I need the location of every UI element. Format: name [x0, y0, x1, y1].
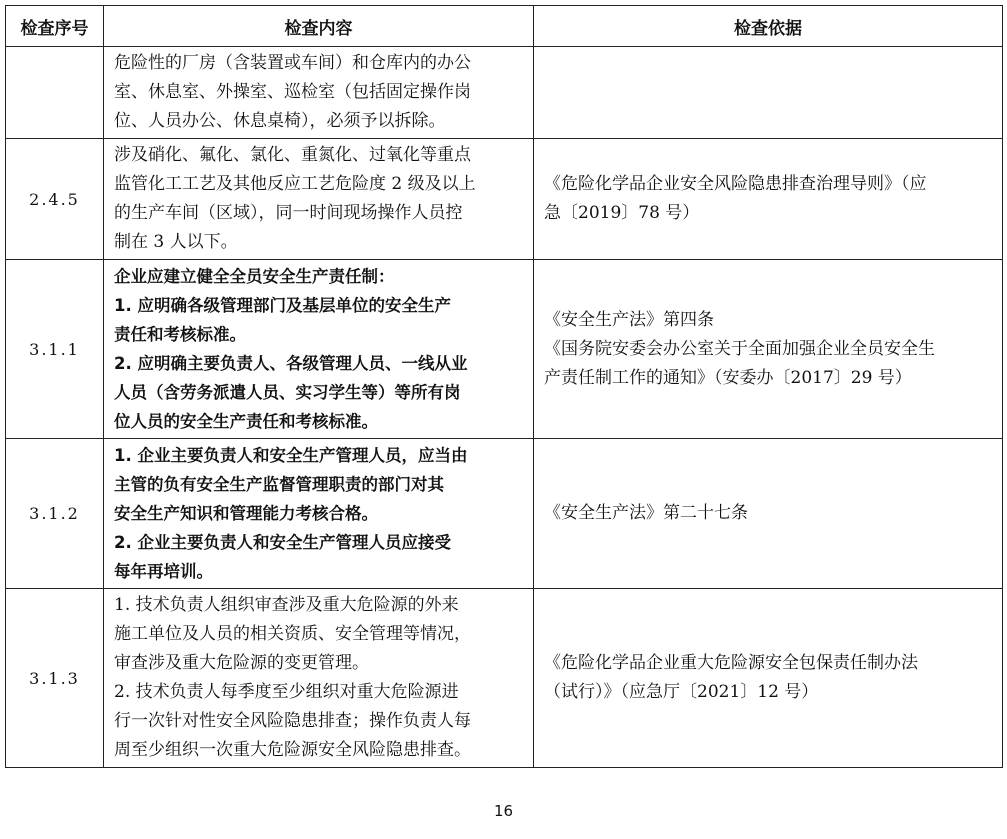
content-line: 责任和考核标准。 — [114, 325, 246, 344]
basis-line: 《国务院安委会办公室关于全面加强企业全员安全生 — [544, 338, 935, 359]
check-basis — [534, 47, 1003, 139]
content-line: 涉及硝化、氟化、氯化、重氮化、过氧化等重点 — [114, 145, 471, 165]
content-line: 1. 应明确各级管理部门及基层单位的安全生产 — [114, 296, 451, 315]
basis-line: 《危险化学品企业重大危险源安全包保责任制办法 — [544, 653, 918, 673]
content-line: 行一次针对性安全风险隐患排查；操作负责人每 — [114, 711, 471, 731]
content-line: 2. 应明确主要负责人、各级管理人员、一线从业 — [114, 354, 468, 373]
basis-line: 《安全生产法》第四条 — [544, 309, 714, 330]
check-number: 3.1.3 — [6, 589, 104, 768]
basis-line: 《危险化学品企业安全风险隐患排查治理导则》（应 — [544, 174, 927, 194]
header-basis: 检查依据 — [534, 6, 1003, 47]
check-content — [104, 47, 534, 139]
content-line: 的生产车间（区域），同一时间现场操作人员控 — [114, 203, 463, 223]
basis-line: 《安全生产法》第二十七条 — [544, 503, 748, 523]
content-line: 制在 3 人以下。 — [114, 232, 238, 252]
basis-line: 急〔2019〕78 号） — [544, 203, 700, 223]
check-basis — [534, 589, 1003, 768]
content-line: 企业应建立健全全员安全生产责任制： — [114, 267, 395, 286]
check-basis — [534, 439, 1003, 589]
table-row — [6, 439, 1003, 589]
header-content: 检查内容 — [104, 6, 534, 47]
table-header-row — [6, 6, 1003, 47]
basis-line: 产责任制工作的通知》（安委办〔2017〕29 号） — [544, 367, 912, 388]
page-number: 16 — [493, 802, 514, 820]
check-content — [104, 139, 534, 260]
check-number: 2.4.5 — [6, 139, 104, 260]
content-line: 位人员的安全生产责任和考核标准。 — [114, 412, 378, 431]
content-line: 位、人员办公、休息桌椅），必须予以拆除。 — [114, 111, 446, 131]
check-basis — [534, 260, 1003, 439]
content-line: 监管化工工艺及其他反应工艺危险度 2 级及以上 — [114, 174, 476, 194]
content-line: 室、休息室、外操室、巡检室（包括固定操作岗 — [114, 82, 471, 102]
content-line: 周至少组织一次重大危险源安全风险隐患排查。 — [114, 740, 471, 760]
content-line: 安全生产知识和管理能力考核合格。 — [114, 504, 378, 523]
check-number — [6, 47, 104, 139]
content-line: 2. 企业主要负责人和安全生产管理人员应接受 — [114, 533, 451, 552]
content-line: 1. 技术负责人组织审查涉及重大危险源的外来 — [114, 595, 459, 615]
content-line: 施工单位及人员的相关资质、安全管理等情况， — [114, 624, 471, 644]
content-line: 人员（含劳务派遣人员、实习学生等）等所有岗 — [114, 383, 461, 402]
table-row — [6, 47, 1003, 139]
content-line: 每年再培训。 — [114, 562, 213, 581]
basis-line: （试行）》（应急厅〔2021〕12 号） — [544, 682, 819, 702]
header-number: 检查序号 — [6, 6, 104, 47]
check-basis — [534, 139, 1003, 260]
content-line: 1. 企业主要负责人和安全生产管理人员，应当由 — [114, 446, 468, 465]
table-row — [6, 589, 1003, 768]
inspection-table — [5, 5, 1003, 768]
content-line: 危险性的厂房（含装置或车间）和仓库内的办公 — [114, 53, 471, 73]
check-number: 3.1.2 — [6, 439, 104, 589]
check-content — [104, 439, 534, 589]
table-row — [6, 260, 1003, 439]
content-line: 审查涉及重大危险源的变更管理。 — [114, 653, 369, 673]
check-content — [104, 260, 534, 439]
table-row — [6, 139, 1003, 260]
content-line: 2. 技术负责人每季度至少组织对重大危险源进 — [114, 682, 459, 702]
check-number: 3.1.1 — [6, 260, 104, 439]
check-content — [104, 589, 534, 768]
content-line: 主管的负有安全生产监督管理职责的部门对其 — [114, 475, 444, 494]
